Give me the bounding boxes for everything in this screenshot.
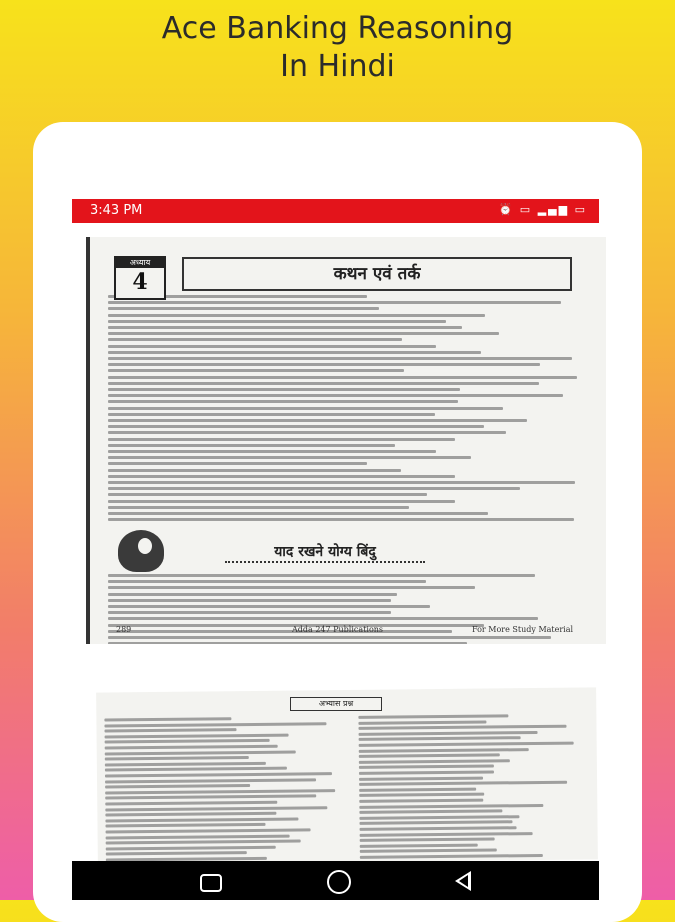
scanned-text-line xyxy=(108,388,460,391)
scanned-text-line xyxy=(108,301,561,304)
scanned-text-line xyxy=(359,799,483,803)
publisher: Adda 247 Publications xyxy=(292,625,384,634)
scanned-text-line xyxy=(108,357,572,360)
scanned-text-line xyxy=(358,725,566,730)
scanned-text-line xyxy=(108,320,446,323)
scanned-text-line xyxy=(105,778,317,783)
signal-icon: ▂▄▆ xyxy=(537,203,570,216)
scanned-text-line xyxy=(105,789,335,794)
scanned-text-line xyxy=(105,762,266,767)
scanned-text-line xyxy=(360,849,497,853)
scanned-text-line xyxy=(108,400,458,403)
scanned-text-line xyxy=(359,770,494,774)
scanned-text-line xyxy=(105,801,277,806)
alarm-icon: ⏰ xyxy=(498,203,515,216)
scanned-text-line xyxy=(360,838,495,842)
scanned-text-line xyxy=(108,376,577,379)
scanned-text-line xyxy=(108,574,535,577)
scanned-text-line xyxy=(105,767,287,772)
section-title: अभ्यास प्रश्न xyxy=(290,697,382,711)
scanned-text-line xyxy=(108,444,395,447)
scanned-text-line xyxy=(105,784,250,789)
scanned-text-line xyxy=(108,314,485,317)
scanned-text-line xyxy=(105,806,327,811)
scanned-page-2-image xyxy=(96,687,598,864)
scanned-text-line xyxy=(106,828,311,833)
scanned-text-line xyxy=(104,722,326,727)
scanned-text-line xyxy=(105,728,237,732)
scanned-text-line xyxy=(359,759,510,764)
scanned-text-line xyxy=(104,717,231,721)
scanned-text-line xyxy=(108,611,391,614)
scanned-text-line xyxy=(105,795,316,800)
scanned-text-line xyxy=(105,823,265,828)
scanned-text-line xyxy=(360,826,517,831)
promo-headline xyxy=(0,10,675,86)
scanned-text-line xyxy=(360,854,543,859)
scanned-text-line xyxy=(108,580,426,583)
scanned-text-line xyxy=(108,419,527,422)
scanned-text-line xyxy=(108,506,409,509)
scanned-text-line xyxy=(358,720,486,724)
scanned-text-line xyxy=(108,469,401,472)
scanned-text-line xyxy=(108,636,551,639)
scanned-text-line xyxy=(106,846,276,851)
nav-bar xyxy=(72,861,599,900)
scanned-text-line xyxy=(108,586,475,589)
chapter-badge xyxy=(114,256,166,300)
scanned-text-line xyxy=(108,431,506,434)
scanned-text-line xyxy=(108,599,391,602)
scanned-text-line xyxy=(359,781,567,786)
scanned-text-line xyxy=(359,793,484,797)
page-number: 289 xyxy=(116,625,132,634)
scanned-text-line xyxy=(105,817,298,822)
scanned-text-line xyxy=(359,815,519,820)
headline-line-2: In Hindi xyxy=(280,49,395,84)
scanned-text-line xyxy=(105,739,270,744)
scanned-text-line xyxy=(108,481,575,484)
scanned-text-line xyxy=(359,737,521,742)
brain-bulb-icon xyxy=(118,530,164,572)
scanned-text-line xyxy=(105,750,296,755)
scanned-text-line xyxy=(108,369,404,372)
scanned-text-line xyxy=(108,456,471,459)
scanned-text-line xyxy=(108,518,574,521)
chapter-label: अध्याय xyxy=(116,258,164,268)
headline-line-1: Ace Banking Reasoning xyxy=(161,11,514,46)
back-icon[interactable] xyxy=(455,871,471,891)
status-time: 3:43 PM xyxy=(90,203,143,218)
scanned-text-line xyxy=(359,821,512,826)
scanned-text-line xyxy=(105,812,276,817)
scanned-text-line xyxy=(359,748,529,753)
scanned-text-line xyxy=(108,407,503,410)
scanned-text-line xyxy=(108,462,367,465)
scanned-text-line xyxy=(108,500,455,503)
scanned-text-line xyxy=(108,326,462,329)
scanned-text-line xyxy=(108,345,436,348)
scanned-text-line xyxy=(359,765,494,769)
scanned-text-line xyxy=(108,394,563,397)
scanned-text-line xyxy=(358,714,508,719)
volte-icon: ▭ xyxy=(519,203,533,216)
scanned-text-line xyxy=(359,731,538,736)
scanned-text-line xyxy=(108,512,488,515)
scanned-text-line xyxy=(108,487,520,490)
scanned-text-line xyxy=(360,832,533,837)
scanned-text-line xyxy=(106,840,301,845)
scanned-text-line xyxy=(106,851,247,855)
scanned-text-line xyxy=(359,810,502,814)
battery-icon: ▭ xyxy=(574,203,587,216)
scanned-text-line xyxy=(108,438,455,441)
scanned-text-line xyxy=(108,425,484,428)
status-bar xyxy=(72,199,599,223)
scanned-text-line xyxy=(105,756,249,761)
remember-title: याद रखने योग्य बिंदु xyxy=(225,542,425,563)
home-icon[interactable] xyxy=(327,870,351,894)
scanned-text-line xyxy=(108,617,538,620)
recent-apps-icon[interactable] xyxy=(200,874,222,892)
scanned-text-line xyxy=(108,332,499,335)
scanned-text-line xyxy=(108,363,540,366)
scanned-text-line xyxy=(108,493,427,496)
scanned-text-line xyxy=(359,776,483,780)
scanned-text-line xyxy=(108,382,539,385)
more-material: For More Study Material xyxy=(472,625,574,634)
chapter-title: कथन एवं तर्क xyxy=(182,257,572,291)
status-icons xyxy=(499,203,587,216)
scanned-text-line xyxy=(106,834,290,839)
scanned-text-line xyxy=(108,630,452,633)
chapter-number: 4 xyxy=(132,269,148,295)
scanned-text-line xyxy=(105,745,278,750)
scanned-text-line xyxy=(105,772,332,777)
scanned-text-line xyxy=(108,307,379,310)
scanned-text-line xyxy=(105,733,289,738)
scanned-text-line xyxy=(108,642,467,644)
scanned-text-line xyxy=(108,475,455,478)
scanned-text-line xyxy=(108,413,435,416)
scanned-text-line xyxy=(359,754,500,758)
scanned-text-line xyxy=(108,338,402,341)
scanned-text-line xyxy=(108,351,481,354)
scanned-text-line xyxy=(108,450,436,453)
scanned-text-line xyxy=(359,804,543,809)
scanned-text-line xyxy=(108,593,397,596)
scanned-text-line xyxy=(359,742,574,747)
scanned-text-line xyxy=(360,843,478,847)
scanned-text-line xyxy=(359,787,476,791)
scanned-text-line xyxy=(108,605,430,608)
